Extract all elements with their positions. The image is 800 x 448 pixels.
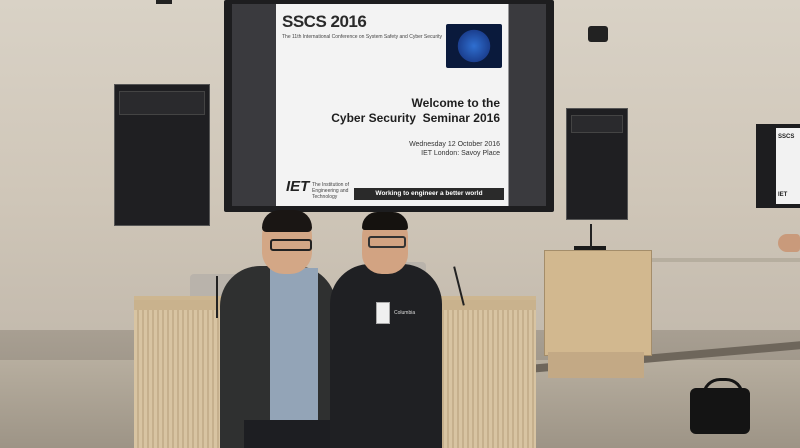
side-slide-logo: IET: [778, 192, 788, 198]
left-speaker: [114, 84, 210, 226]
person-left-trousers: [244, 420, 334, 448]
right-speaker: [566, 108, 628, 220]
wall-rail: [650, 258, 800, 262]
slogan-text: Working to engineer a better world: [375, 190, 483, 197]
event-venue: IET London: Savoy Place: [421, 150, 500, 157]
lectern-base: [548, 352, 644, 378]
iet-logo: IET: [286, 178, 310, 195]
left-speaker-grille: [119, 91, 205, 115]
welcome-line-2: Cyber Security Seminar 2016: [331, 111, 500, 125]
slogan-bar: [354, 188, 504, 200]
earth-in-hands-image: [446, 24, 502, 68]
welcome-text: [331, 96, 500, 126]
side-slide-title: SSCS: [778, 134, 795, 140]
lectern: [544, 250, 652, 356]
microphone-left: [216, 276, 218, 318]
slide-title: SSCS 2016: [282, 12, 367, 31]
black-bag: [690, 388, 750, 434]
presentation-slide: [232, 4, 546, 206]
jacket-brand-logo: Columbia: [394, 310, 416, 316]
person-left-glasses: [270, 239, 312, 251]
name-badge: [376, 302, 390, 324]
slide-subtitle: The 11th International Conference on System Safety and Cyber Security: [282, 34, 442, 40]
side-screen: [756, 124, 800, 208]
slide-content: [276, 4, 508, 206]
person-right-hair: [362, 212, 408, 230]
right-speaker-grille: [571, 115, 623, 133]
security-camera: [588, 26, 608, 42]
event-details: [409, 140, 500, 158]
person-right-jacket: [330, 264, 442, 448]
hand-at-edge: [778, 234, 800, 252]
event-date: Wednesday 12 October 2016: [409, 141, 500, 148]
ceiling-fixture: [156, 0, 172, 4]
podium-microphone: [590, 224, 592, 250]
iet-logo-text: The Institution of Engineering and Technology: [312, 182, 349, 200]
person-right-glasses: [368, 236, 406, 248]
side-slide: [776, 128, 800, 204]
person-left-hair: [262, 210, 312, 232]
welcome-line-1: Welcome to the: [411, 96, 500, 110]
